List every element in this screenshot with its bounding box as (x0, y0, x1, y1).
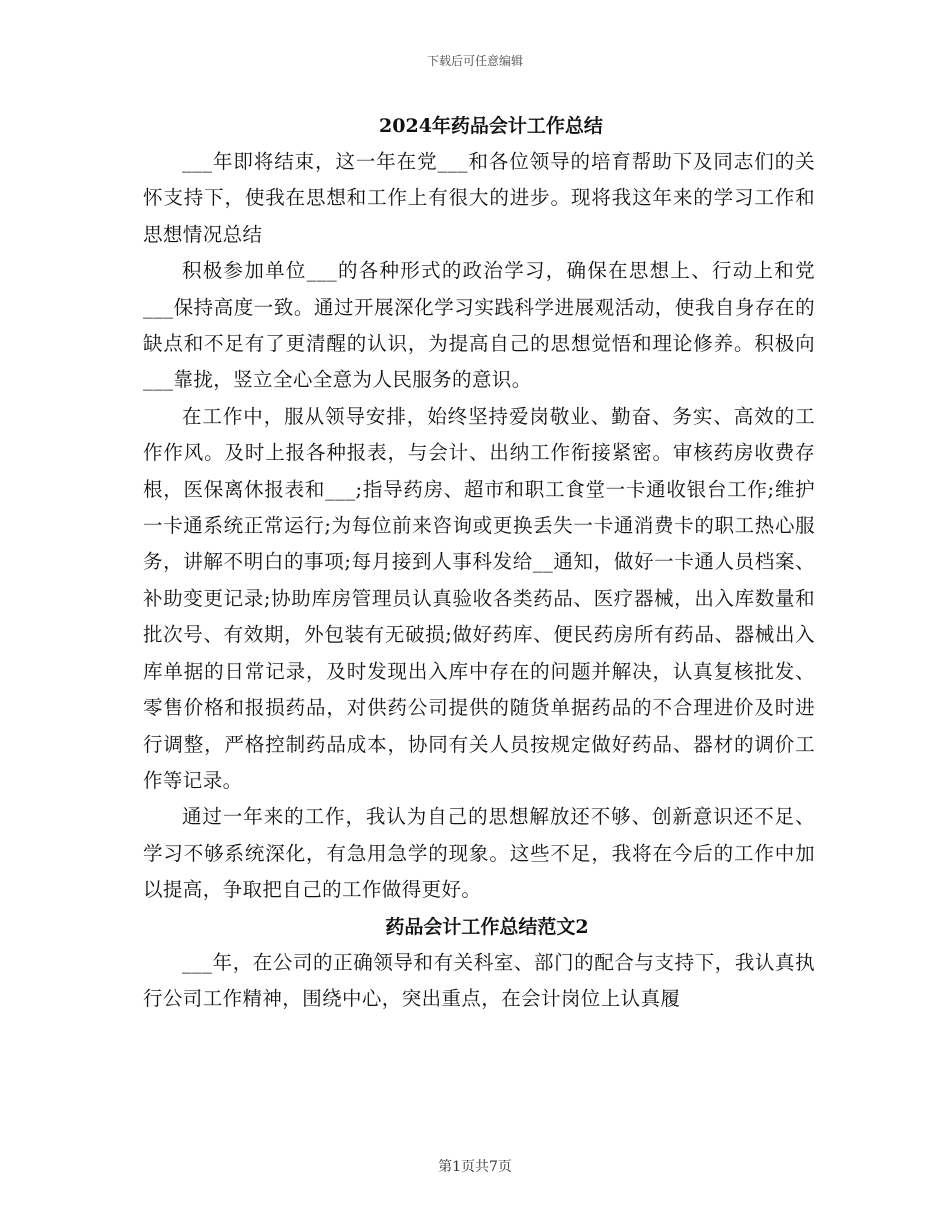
page-number-footer: 第1页共7页 (438, 1159, 512, 1175)
document-body (143, 108, 815, 1017)
paragraph-shortcomings: 通过一年来的工作，我认为自己的思想解放还不够、创新意识还不足、学习不够系统深化，有急用急学的现象。这些不足，我将在今后的工作中加以提高，争取把自己的工作做得更好。 (143, 805, 815, 902)
paragraph-section2-intro: ___年，在公司的正确领导和有关科室、部门的配合与支持下，我认真执行公司工作精神，围绕中心，突出重点，在会计岗位上认真履 (143, 950, 815, 1010)
paragraph-political-study: 积极参加单位___的各种形式的政治学习，确保在思想上、行动上和党___保持高度一致。通过开展深化学习实践科学进展观活动，使我自身存在的缺点和不足有了更清醒的认识，为提高自己的思想觉悟和理论修养。积极向___靠拢，竖立全心全意为人民服务的意识。 (143, 259, 815, 392)
paragraph-intro: ___年即将结束，这一年在党___和各位领导的培育帮助下及同志们的关怀支持下，使我在思想和工作上有很大的进步。现将我这年来的学习工作和思想情况总结 (143, 150, 815, 246)
paragraph-work-duties: 在工作中，服从领导安排，始终坚持爱岗敬业、勤奋、务实、高效的工作作风。及时上报各种报表，与会计、出纳工作衔接紧密。审核药房收费存根，医保离休报表和___;指导药房、超市和职工食堂一卡通收银台工作;维护一卡通系统正常运行;为每位前来咨询或更换丢失一卡通消费卡的职工热心服务，讲解不明白的事项;每月接到人事科发给__通知，做好一卡通人员档案、补助变更记录;协助库房管理员认真验收各类药品、医疗器械，出入库数量和批次号、有效期，外包装有无破损;做好药库、便民药房所有药品、器械出入库单据的日常记录，及时发现出入库中存在的问题并解决，认真复核批发、零售价格和报损药品，对供药公司提供的随货单据药品的不合理进价及时进行调整，严格控制药品成本，协同有关人员按规定做好药品、器材的调价工作等记录。 (143, 404, 815, 792)
header-note: 下载后可任意编辑 (426, 54, 523, 68)
section-subtitle: 药品会计工作总结范文2 (385, 915, 589, 938)
document-title: 2024年药品会计工作总结 (379, 115, 603, 137)
